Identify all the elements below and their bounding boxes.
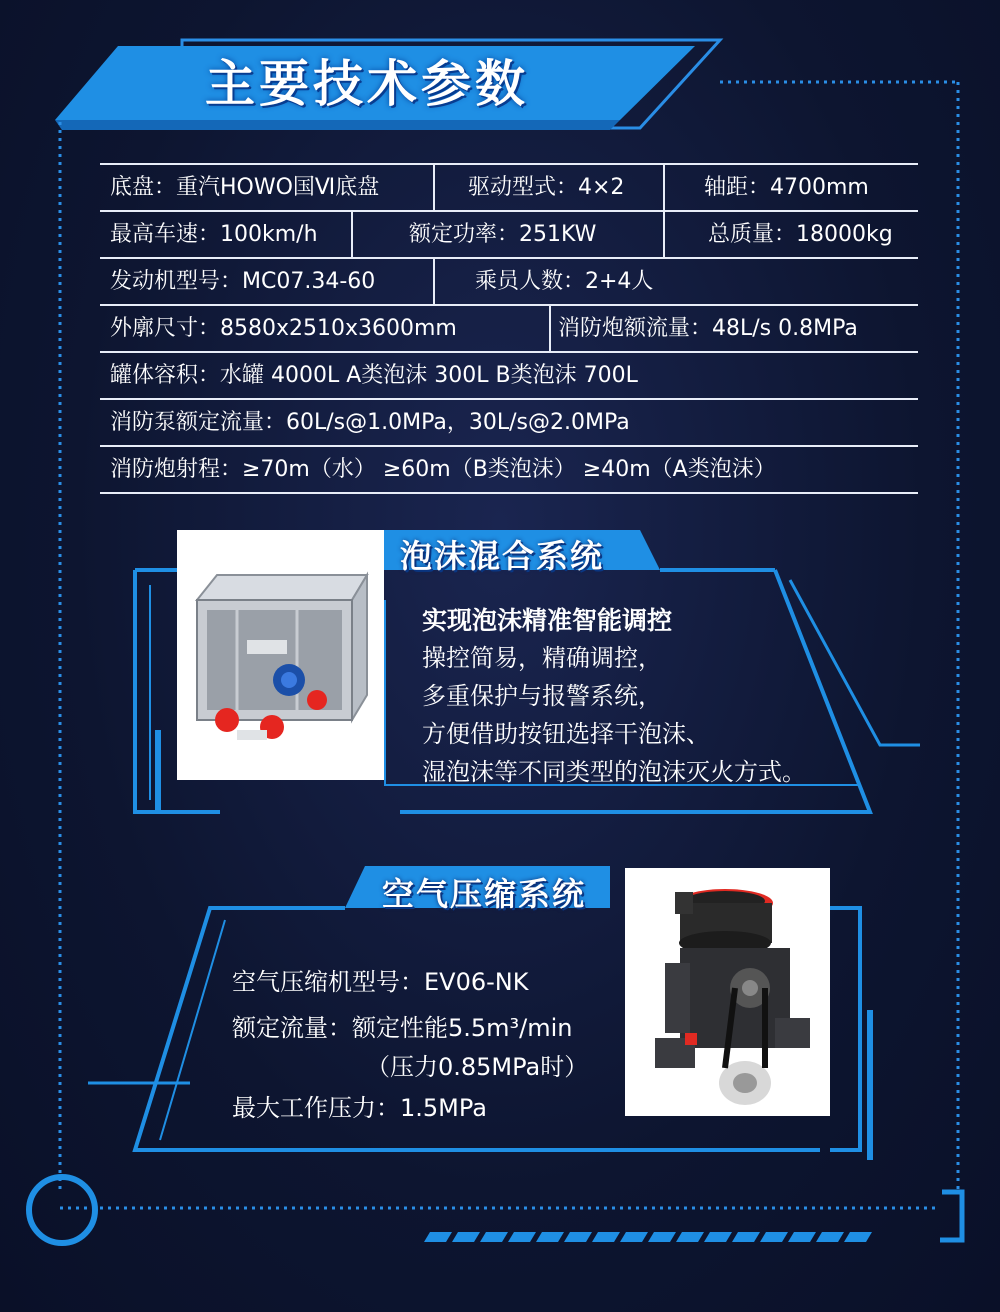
spec-dimensions: 外廓尺寸：8580x2510x3600mm — [110, 316, 457, 341]
spec-table — [100, 163, 918, 494]
corner-ring — [29, 1177, 95, 1243]
air-line: 空气压缩机型号：EV06-NK — [232, 968, 529, 996]
spec-speed: 最高车速：100km/h — [110, 222, 318, 247]
spec-monitor-flow: 消防炮额流量：48L/s 0.8MPa — [558, 316, 858, 341]
air-line: （压力0.85MPa时） — [366, 1053, 589, 1081]
spec-row — [100, 447, 918, 494]
foam-headline: 实现泡沫精准智能调控 — [422, 606, 673, 635]
spec-pump: 消防泵额定流量：60L/s@1.0MPa，30L/s@2.0MPa — [110, 410, 630, 435]
spec-row — [100, 212, 918, 259]
air-compressor-image — [625, 868, 830, 1116]
foam-line: 操控简易，精确调控， — [422, 644, 662, 672]
foam-mixer-image — [177, 530, 384, 780]
spec-row — [100, 259, 918, 306]
spec-row — [100, 353, 918, 400]
spec-row — [100, 163, 918, 212]
air-section-title: 空气压缩系统 — [382, 875, 587, 913]
spec-chassis: 底盘：重汽HOWO国Ⅵ底盘 — [110, 175, 380, 200]
title-banner-shade — [55, 120, 620, 130]
air-line: 最大工作压力：1.5MPa — [232, 1094, 487, 1122]
foam-section-title: 泡沫混合系统 — [400, 537, 605, 575]
spec-row — [100, 400, 918, 447]
foam-line: 方便借助按钮选择干泡沫、 — [422, 720, 710, 748]
spec-wheelbase: 轴距：4700mm — [704, 175, 869, 200]
spec-crew: 乘员人数：2+4人 — [475, 269, 654, 294]
page-title: 主要技术参数 — [205, 55, 529, 113]
spec-tank: 罐体容积：水罐 4000L A类泡沫 300L B类泡沫 700L — [110, 363, 638, 388]
foam-line: 湿泡沫等不同类型的泡沫灭火方式。 — [422, 758, 806, 786]
spec-engine: 发动机型号：MC07.34-60 — [110, 269, 376, 294]
foam-line: 多重保护与报警系统， — [422, 682, 662, 710]
spec-row — [100, 306, 918, 353]
air-line: 额定流量：额定性能5.5m³/min — [232, 1014, 573, 1042]
spec-range: 消防炮射程：≥70m（水） ≥60m（B类泡沫） ≥40m（A类泡沫） — [110, 457, 776, 482]
spec-power: 额定功率：251KW — [409, 222, 597, 247]
spec-drive: 驱动型式：4×2 — [468, 175, 625, 200]
spec-mass: 总质量：18000kg — [708, 222, 893, 247]
